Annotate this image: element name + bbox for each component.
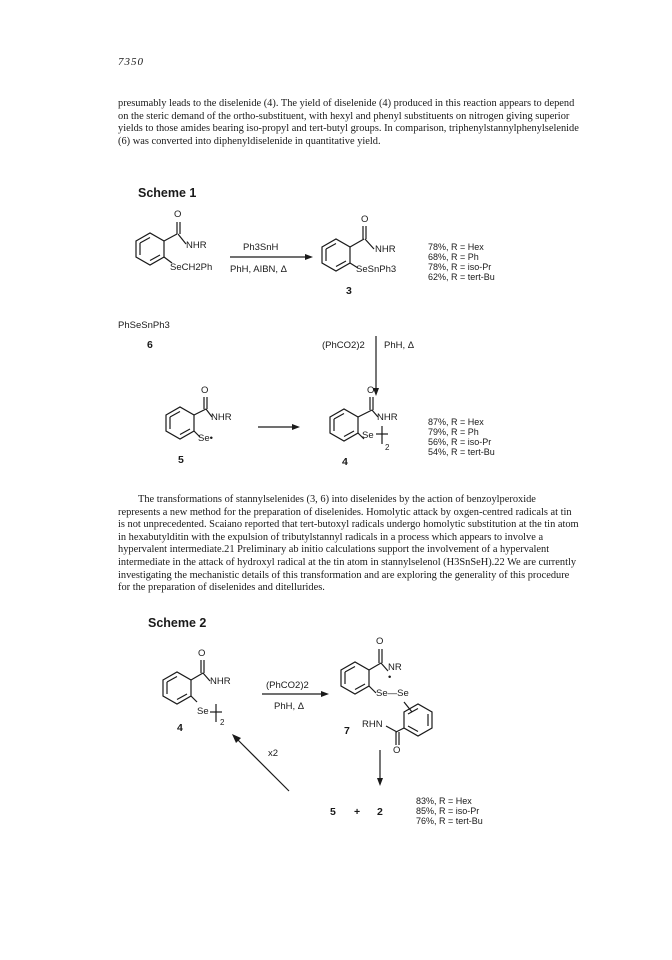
reagent-bottom: PhH, AIBN, Δ — [230, 264, 288, 275]
yield-entry: 76%, R = tert-Bu — [416, 816, 483, 826]
compound-6-label: 6 — [147, 339, 153, 351]
paragraph-1-line: yields to those amides bearing iso-propyl and tert-butyl groups. In comparison, triphenylstannylphenylselenide — [118, 123, 579, 135]
yield-entry: 83%, R = Hex — [416, 796, 472, 806]
page-number: 7350 — [118, 56, 144, 68]
compound-7-nr: NR — [388, 662, 402, 673]
paragraph-2-line: intermediate in the attack of hydroxyl radical at the tin atom in stannylselenol (H3SnSeH).22 We are currently — [118, 556, 577, 568]
yield-entry: 62%, R = tert-Bu — [428, 272, 495, 282]
yield-entry: 78%, R = iso-Pr — [428, 262, 492, 272]
scheme2-reagent-top: (PhCO2)2 — [266, 680, 309, 691]
yield-entry: 85%, R = iso-Pr — [416, 806, 480, 816]
benzamide-ring-7-lower — [386, 704, 432, 745]
compound-4-subscript: 2 — [385, 443, 390, 452]
yield-entry: 68%, R = Ph — [428, 252, 479, 262]
compound-3-label: 3 — [346, 285, 352, 297]
compound-6-formula: PhSeSnPh3 — [118, 320, 170, 331]
reaction-arrow-diagonal — [236, 738, 289, 791]
paragraph-1-line: (6) was converted into diphenyldiselenide in quantitative yield. — [118, 135, 381, 147]
carbonyl-o: O — [174, 209, 182, 220]
paragraph-2-line: investigating the mechanistic details of this transformation and are exploring the generality of this procedure — [118, 569, 570, 581]
carbonyl-o: O — [367, 385, 375, 396]
compound-5-substituent: Se• — [198, 433, 213, 444]
paragraph-2-line: represents a new method for the preparation of diselenides. Homolytic attack by oxgen-centred radicals at tin — [118, 506, 572, 518]
compound-4-nhr: NHR — [377, 412, 398, 423]
yield-entry: 54%, R = tert-Bu — [428, 447, 495, 457]
start-nhr: NHR — [186, 240, 207, 251]
product-5-label: 5 — [330, 806, 336, 818]
carbonyl-o: O — [198, 648, 206, 659]
compound-3-substituent: SeSnPh3 — [356, 264, 397, 275]
scheme2-compound-4-label: 4 — [177, 722, 183, 734]
paragraph-2-line: for the preparation of diselenides and ditellurides. — [118, 582, 325, 594]
yield-entry: 56%, R = iso-Pr — [428, 437, 492, 447]
scheme2-reagent-bottom: PhH, Δ — [274, 701, 305, 712]
carbonyl-o: O — [376, 636, 384, 647]
paragraph-2-line: is not unprecedented. Scaiano reported that tert-butoxyl radicals undergo homolytic substitution at the tin atom — [118, 519, 579, 531]
compound-3-yields — [428, 242, 495, 282]
carbonyl-o: O — [361, 214, 369, 225]
paragraph-2-line: hypervalent intermediate.21 Preliminary ab initio calculations support the involvement of a hypervalent — [118, 544, 550, 556]
benzamide-ring-start — [136, 222, 186, 265]
paragraph-2-line: The transformations of stannylselenides (3, 6) into diselenides by the action of benzoylperoxide — [138, 494, 536, 505]
paragraph-1-line: presumably leads to the diselenide (4). The yield of diselenide (4) produced in this reaction appears to depend — [118, 98, 575, 109]
scheme2-compound-4-subscript: 2 — [220, 718, 225, 727]
down-reagent-left: (PhCO2)2 — [322, 340, 365, 351]
compound-4-label: 4 — [342, 456, 348, 468]
radical-dot: • — [388, 672, 392, 683]
yield-entry: 79%, R = Ph — [428, 427, 479, 437]
compound-3-nhr: NHR — [375, 244, 396, 255]
carbonyl-o: O — [201, 385, 209, 396]
scheme-1-title: Scheme 1 — [138, 186, 197, 200]
compound-7-label: 7 — [344, 725, 350, 737]
scheme2-compound-4-substituent: Se — [197, 706, 209, 717]
start-substituent: SeCH2Ph — [170, 262, 213, 273]
benzamide-ring-4-scheme2 — [163, 660, 222, 722]
plus-sign: + — [354, 806, 361, 818]
compound-5-nhr: NHR — [211, 412, 232, 423]
compound-7-se-se: Se—Se — [376, 688, 409, 699]
compound-4-substituent: Se — [362, 430, 374, 441]
compound-5-label: 5 — [178, 454, 184, 466]
multiplier-x2: x2 — [268, 748, 279, 759]
product-2-label: 2 — [377, 806, 383, 818]
carbonyl-o: O — [393, 745, 401, 756]
paragraph-2-line: in hexabutylditin with the expulsion of tributylstannyl radicals in a process which appears to involve a — [118, 531, 544, 543]
scheme2-yields — [416, 796, 483, 826]
yield-entry: 78%, R = Hex — [428, 242, 484, 252]
paragraph-1-line: on the steric demand of the ortho-substituent, with hexyl and phenyl substituents on nitrogen giving superior — [118, 110, 570, 122]
yield-entry: 87%, R = Hex — [428, 417, 484, 427]
scheme2-compound-4-nhr: NHR — [210, 676, 231, 687]
reagent-top: Ph3SnH — [243, 242, 279, 253]
down-reagent-right: PhH, Δ — [384, 340, 415, 351]
compound-4-yields — [428, 417, 495, 457]
scheme-2-title: Scheme 2 — [148, 616, 207, 630]
benzamide-ring-7-upper — [341, 649, 412, 712]
compound-7-rhn: RHN — [362, 719, 383, 730]
